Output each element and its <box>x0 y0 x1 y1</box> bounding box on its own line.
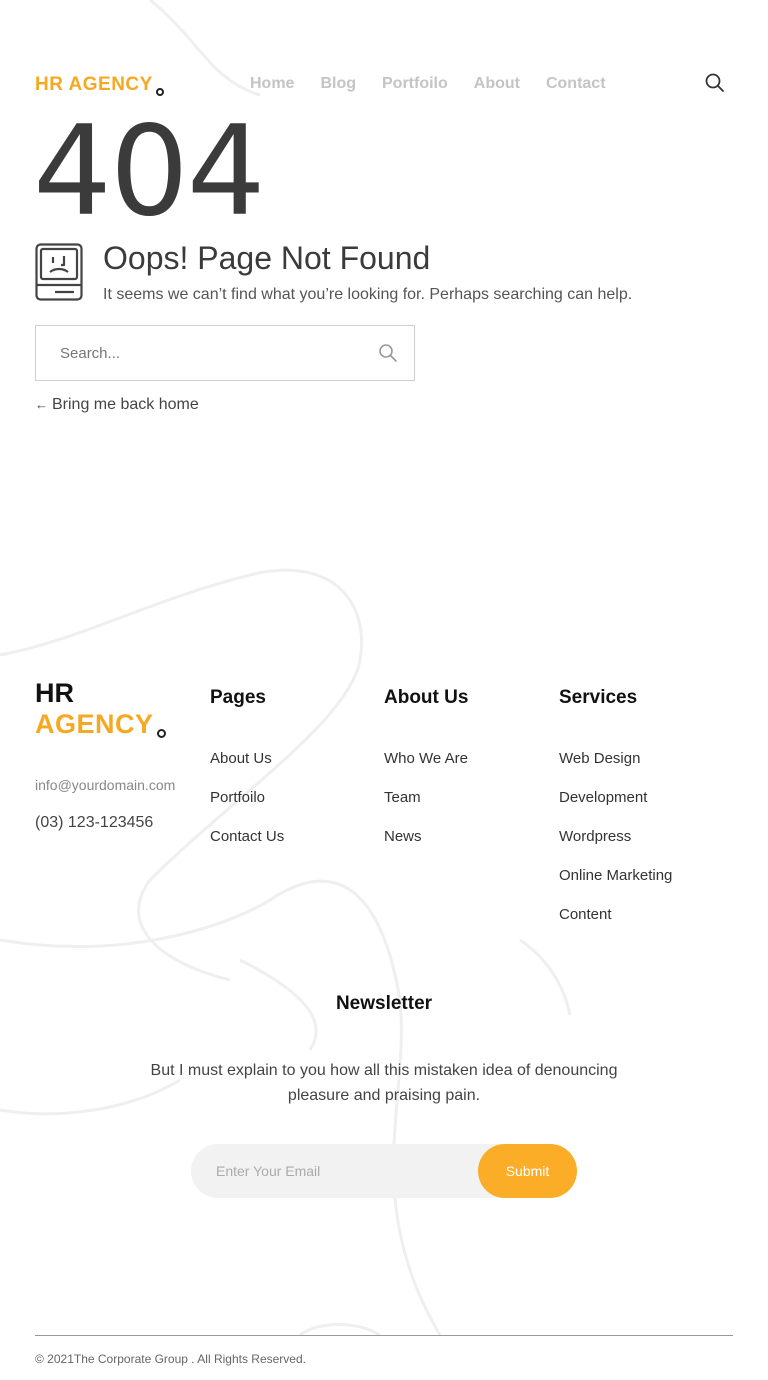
footer-divider <box>35 1335 733 1336</box>
sad-computer-icon <box>35 243 83 301</box>
nav-about[interactable]: About <box>473 75 520 92</box>
copyright-text: © 2021The Corporate Group . All Rights Reserved. <box>35 1352 306 1366</box>
footer-logo-line1: HR <box>35 678 74 708</box>
footer-link-content[interactable]: Content <box>559 906 612 923</box>
footer-link-wordpress[interactable]: Wordpress <box>559 828 632 845</box>
footer-link-development[interactable]: Development <box>559 789 648 806</box>
newsletter-form <box>191 1144 577 1198</box>
footer-link-team[interactable]: Team <box>384 789 421 806</box>
footer-link-web-design[interactable]: Web Design <box>559 750 641 767</box>
footer-link-contact-us[interactable]: Contact Us <box>210 828 285 845</box>
error-subtitle: It seems we can’t find what you’re looking for. Perhaps searching can help. <box>103 286 633 303</box>
footer-link-news[interactable]: News <box>384 828 422 845</box>
footer-link-who-we-are[interactable]: Who We Are <box>384 750 468 767</box>
nav-portfolio[interactable]: Portfoilo <box>382 75 448 92</box>
footer-pages-column <box>210 686 284 866</box>
newsletter-title: Newsletter <box>335 993 433 1014</box>
newsletter-email-input[interactable] <box>191 1144 481 1198</box>
footer-link-portfolio[interactable]: Portfoilo <box>210 789 266 806</box>
back-home-label: Bring me back home <box>52 396 199 413</box>
nav-blog[interactable]: Blog <box>320 75 356 92</box>
nav-contact[interactable]: Contact <box>545 75 606 92</box>
footer-logo[interactable] <box>35 678 166 740</box>
nav-home[interactable]: Home <box>250 75 295 92</box>
logo-text: HR AGENCY <box>35 74 153 95</box>
header-logo[interactable] <box>35 76 164 94</box>
newsletter-text: But I must explain to you how all this mistaken idea of denouncing pleasure and praising pain. <box>150 1062 618 1104</box>
page-search-input[interactable] <box>36 326 378 380</box>
footer-logo-line2: AGENCY <box>35 709 154 739</box>
newsletter-submit-button[interactable]: Submit <box>478 1144 577 1198</box>
back-home-link[interactable] <box>35 395 199 415</box>
footer-about-title: About Us <box>384 687 469 708</box>
arrow-left-icon: ← <box>35 397 48 412</box>
error-title: Oops! Page Not Found <box>103 240 431 276</box>
error-code: 404 <box>33 100 264 244</box>
page-search-box <box>35 325 415 381</box>
footer-phone[interactable]: (03) 123-123456 <box>35 814 154 831</box>
search-icon[interactable] <box>378 343 398 363</box>
footer-about-column <box>384 686 468 866</box>
main-nav <box>250 74 632 94</box>
footer-link-online-marketing[interactable]: Online Marketing <box>559 867 673 884</box>
logo-dot-icon <box>157 729 166 738</box>
search-icon <box>704 72 726 94</box>
footer-link-about-us[interactable]: About Us <box>210 750 272 767</box>
footer-services-title: Services <box>559 687 638 708</box>
header-search-button[interactable] <box>704 72 726 94</box>
footer-email[interactable]: info@yourdomain.com <box>35 777 176 793</box>
footer-pages-title: Pages <box>210 687 266 708</box>
footer-services-column <box>559 686 672 944</box>
logo-dot-icon <box>156 88 164 96</box>
